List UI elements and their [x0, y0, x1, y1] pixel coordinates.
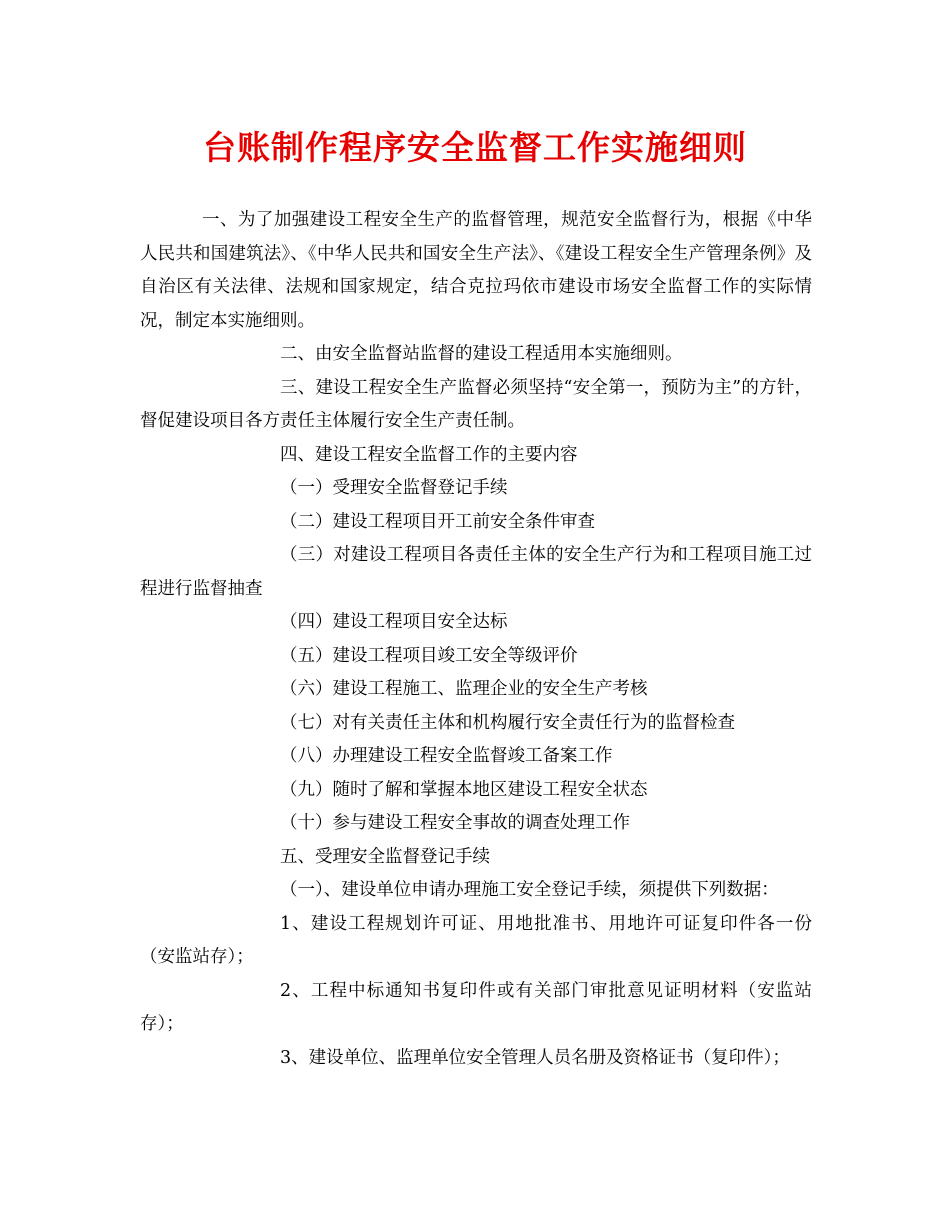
document-title: 台账制作程序安全监督工作实施细则 [203, 128, 747, 167]
list-item: （十）参与建设工程安全事故的调查处理工作 [280, 813, 630, 833]
list-item: （一）、建设单位申请办理施工安全登记手续，须提供下列数据： [280, 880, 779, 900]
list-item: （九）随时了解和掌握本地区建设工程安全状态 [280, 779, 648, 800]
list-item: （八）办理建设工程安全监督竣工备案工作 [280, 746, 613, 766]
paragraph: 二、由安全监督站监督的建设工程适用本实施细则。 [280, 344, 683, 364]
list-item: （三）对建设工程项目各责任主体的安全生产行为和工程项目施工过程进行监督抽查 [140, 545, 812, 599]
list-item: （二）建设工程项目开工前安全条件审查 [280, 511, 595, 532]
list-item: （六）建设工程施工、监理企业的安全生产考核 [280, 679, 648, 699]
paragraph: 三、建设工程安全生产监督必须坚持“安全第一，预防为主”的方针，督促建设项目各方责任主体履行安全生产责任制。 [140, 377, 812, 431]
document-body [140, 204, 812, 1075]
list-item: （五）建设工程项目竣工安全等级评价 [280, 645, 578, 666]
list-item: （四）建设工程项目安全达标 [280, 612, 508, 632]
list-item: （七）对有关责任主体和机构履行安全责任行为的监督检查 [280, 712, 735, 733]
list-item: 3、建设单位、监理单位安全管理人员名册及资格证书（复印件）； [280, 1047, 790, 1068]
list-item: （一）受理安全监督登记手续 [280, 478, 508, 498]
section-heading: 五、受理安全监督登记手续 [280, 846, 490, 867]
paragraph: 一、为了加强建设工程安全生产的监督管理，规范安全监督行为，根据《中华人民共和国建筑法》、《中华人民共和国安全生产法》、《建设工程安全生产管理条例》及自治区有关法律、法规和国家规定，结合克拉玛依市建设市场安全监督工作的实际情况，制定本实施细则。 [140, 210, 812, 331]
list-item: 2、工程中标通知书复印件或有关部门审批意见证明材料（安监站存）； [140, 980, 812, 1034]
list-item: 1、建设工程规划许可证、用地批准书、用地许可证复印件各一份（安监站存）； [140, 913, 812, 967]
section-heading: 四、建设工程安全监督工作的主要内容 [280, 444, 578, 465]
